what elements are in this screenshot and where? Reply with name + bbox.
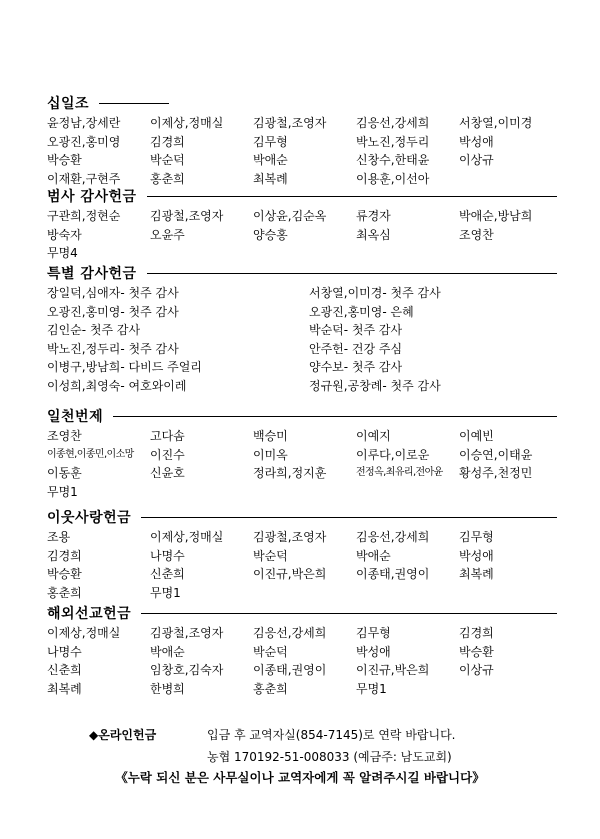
name-grid [47, 284, 557, 395]
name-cell [356, 244, 459, 263]
name-cell: 이미옥 [253, 447, 288, 462]
name-cell: 김응선,강세희 [356, 530, 430, 544]
name-cell: 최복례 [459, 567, 494, 581]
name-cell: 박승환 [459, 644, 494, 659]
name-cell: 장일덕,심애자- 첫주 감사 [47, 286, 179, 300]
name-cell: 양승홍 [253, 227, 288, 242]
name-cell: 박성애 [356, 644, 391, 659]
name-cell [356, 584, 459, 603]
name-cell: 조영찬 [47, 429, 82, 443]
name-cell: 이진규,박은희 [356, 663, 430, 677]
name-cell: 고다솜 [150, 429, 185, 443]
name-cell: 박성애 [459, 134, 494, 149]
missing-notice: 《누락 되신 분은 사무실이나 교역자에게 꼭 알려주시길 바랍니다》 [115, 770, 485, 785]
name-cell: 무명1 [47, 484, 78, 499]
name-cell: 이상규 [459, 663, 494, 677]
name-grid [47, 114, 557, 188]
name-cell: 김무형 [356, 626, 391, 640]
name-cell: 류경자 [356, 209, 391, 223]
name-cell: 오광진,홍미영 [47, 134, 121, 149]
section-ilcheon [47, 405, 557, 501]
name-cell: 이예지 [356, 429, 391, 443]
name-grid [47, 427, 557, 501]
name-cell: 이진수 [150, 447, 185, 462]
name-cell: 김인순- 첫주 감사 [47, 323, 141, 337]
name-cell: 무명1 [150, 585, 181, 600]
section-title: 십일조 [47, 96, 90, 112]
name-cell: 이상윤,김순옥 [253, 209, 327, 223]
name-cell: 신윤호 [150, 466, 185, 480]
name-cell: 박노진,정두리- 첫주 감사 [47, 341, 179, 356]
name-cell: 최복례 [47, 681, 82, 696]
name-cell: 나명수 [47, 644, 82, 659]
name-cell: 조용 [47, 530, 71, 544]
name-cell: 이종태,권영이 [356, 567, 430, 581]
name-cell: 이진규,박은희 [253, 567, 327, 581]
name-cell: 이성희,최영숙- 여호와이레 [47, 378, 187, 393]
name-cell [459, 483, 562, 502]
name-cell: 서창열,이미경- 첫주 감사 [309, 286, 441, 300]
name-cell [356, 483, 459, 502]
name-cell: 박순덕 [253, 644, 288, 659]
section-divider [147, 196, 557, 197]
name-cell: 무명4 [47, 246, 78, 260]
name-cell: 박애순 [253, 153, 288, 167]
name-cell: 황성주,천정민 [459, 466, 533, 480]
name-cell: 이루다,이로운 [356, 447, 430, 462]
name-cell [253, 483, 356, 502]
section-divider [99, 103, 169, 104]
section-header [47, 262, 557, 284]
name-cell: 박성애 [459, 548, 494, 563]
name-cell: 김광철,조영자 [150, 209, 224, 223]
name-cell: 안주헌- 건강 주심 [309, 341, 403, 356]
name-cell: 김무형 [459, 530, 494, 544]
section-divider [141, 613, 557, 614]
name-cell: 박애순 [150, 644, 185, 659]
name-cell: 이승연,이태윤 [459, 447, 533, 462]
name-cell: 이동훈 [47, 466, 82, 480]
name-cell: 박순덕- 첫주 감사 [309, 323, 403, 337]
name-cell: 김광철,조영자 [150, 626, 224, 640]
section-header [47, 506, 557, 528]
name-cell: 김응선,강세희 [253, 626, 327, 640]
name-cell: 정규원,공창례- 첫주 감사 [309, 378, 441, 393]
section-divider [113, 416, 557, 417]
name-grid [47, 528, 557, 602]
name-cell: 홍춘희 [47, 585, 82, 600]
name-cell: 박노진,정두리 [356, 134, 430, 149]
name-cell: 나명수 [150, 548, 185, 563]
name-cell: 김광철,조영자 [253, 116, 327, 130]
section-header [47, 602, 557, 624]
name-cell: 김광철,조영자 [253, 530, 327, 544]
bank-account: 농협 170192-51-008033 (예금주: 남도교회) [207, 750, 452, 764]
name-cell: 박애순,방남희 [459, 209, 533, 223]
name-cell [150, 483, 253, 502]
name-cell: 오윤주 [150, 227, 185, 242]
name-cell [253, 584, 356, 603]
section-neighbor [47, 506, 557, 602]
name-cell: 신춘희 [150, 567, 185, 581]
name-cell: 이병구,방남희- 다비드 주얼리 [47, 360, 202, 374]
section-tithe [47, 92, 557, 188]
name-cell: 이제상,정매실 [47, 626, 121, 640]
name-cell [459, 244, 562, 263]
name-cell: 조영찬 [459, 227, 494, 242]
name-cell: 신창수,한태윤 [356, 153, 430, 167]
name-cell: 이종태,권영이 [253, 663, 327, 677]
section-title: 범사 감사헌금 [47, 189, 137, 205]
name-cell: 양수보- 첫주 감사 [309, 360, 403, 374]
name-cell [459, 584, 562, 603]
name-cell: 정라희,정지훈 [253, 466, 327, 480]
online-offering [89, 726, 456, 743]
name-cell: 김경희 [459, 626, 494, 640]
name-cell [459, 680, 562, 699]
section-special [47, 262, 557, 395]
name-cell: 이용훈,이선아 [356, 171, 430, 186]
name-cell: 홍춘희 [253, 681, 288, 696]
name-grid [47, 207, 557, 263]
name-cell: 김경희 [47, 548, 82, 563]
name-cell: 박순덕 [253, 548, 288, 563]
section-header [47, 405, 557, 427]
name-cell: 최옥심 [356, 227, 391, 242]
name-cell: 오광진,홍미영- 은혜 [309, 304, 414, 319]
section-title: 해외선교헌금 [47, 606, 132, 622]
name-cell: 박순덕 [150, 153, 185, 167]
section-divider [147, 273, 557, 274]
section-title: 특별 감사헌금 [47, 266, 137, 282]
section-beomsa [47, 185, 557, 263]
name-cell: 홍춘희 [150, 171, 185, 186]
name-cell: 오광진,홍미영- 첫주 감사 [47, 304, 179, 319]
section-header [47, 92, 557, 114]
name-cell: 이제상,정매실 [150, 116, 224, 130]
section-header [47, 185, 557, 207]
name-cell: 박애순 [356, 548, 391, 563]
name-cell: 이제상,정매실 [150, 530, 224, 544]
name-cell: 김무형 [253, 134, 288, 149]
name-cell [150, 244, 253, 263]
name-cell: 전정옥,최유리,전아윤 [356, 467, 443, 478]
online-offering-contact: 입금 후 교역자실(854-7145)로 연락 바랍니다. [207, 728, 456, 742]
name-cell: 신춘희 [47, 663, 82, 677]
section-divider [141, 517, 557, 518]
online-offering-label: ◆온라인헌금 [89, 728, 157, 742]
name-cell: 최복례 [253, 171, 288, 186]
name-cell [253, 244, 356, 263]
section-mission [47, 602, 557, 698]
name-cell: 이예빈 [459, 429, 494, 443]
name-cell: 임창호,김숙자 [150, 663, 224, 677]
name-cell: 한병희 [150, 681, 185, 696]
name-cell: 김응선,강세희 [356, 116, 430, 130]
name-cell: 백승미 [253, 429, 288, 443]
name-cell: 이종현,이종민,이소망 [47, 448, 134, 460]
name-cell: 서창열,이미경 [459, 116, 533, 130]
section-title: 일천번제 [47, 409, 104, 425]
section-title: 이웃사랑헌금 [47, 510, 132, 526]
name-cell: 박승환 [47, 567, 82, 581]
name-cell: 이재환,구현주 [47, 171, 121, 186]
name-cell: 방숙자 [47, 227, 82, 242]
name-grid [47, 624, 557, 698]
name-cell: 박승환 [47, 153, 82, 167]
name-cell: 김경희 [150, 134, 185, 149]
name-cell: 윤정남,장세란 [47, 116, 121, 130]
name-cell: 구관희,정현순 [47, 209, 121, 223]
name-cell: 무명1 [356, 681, 387, 696]
name-cell: 이상규 [459, 153, 494, 167]
